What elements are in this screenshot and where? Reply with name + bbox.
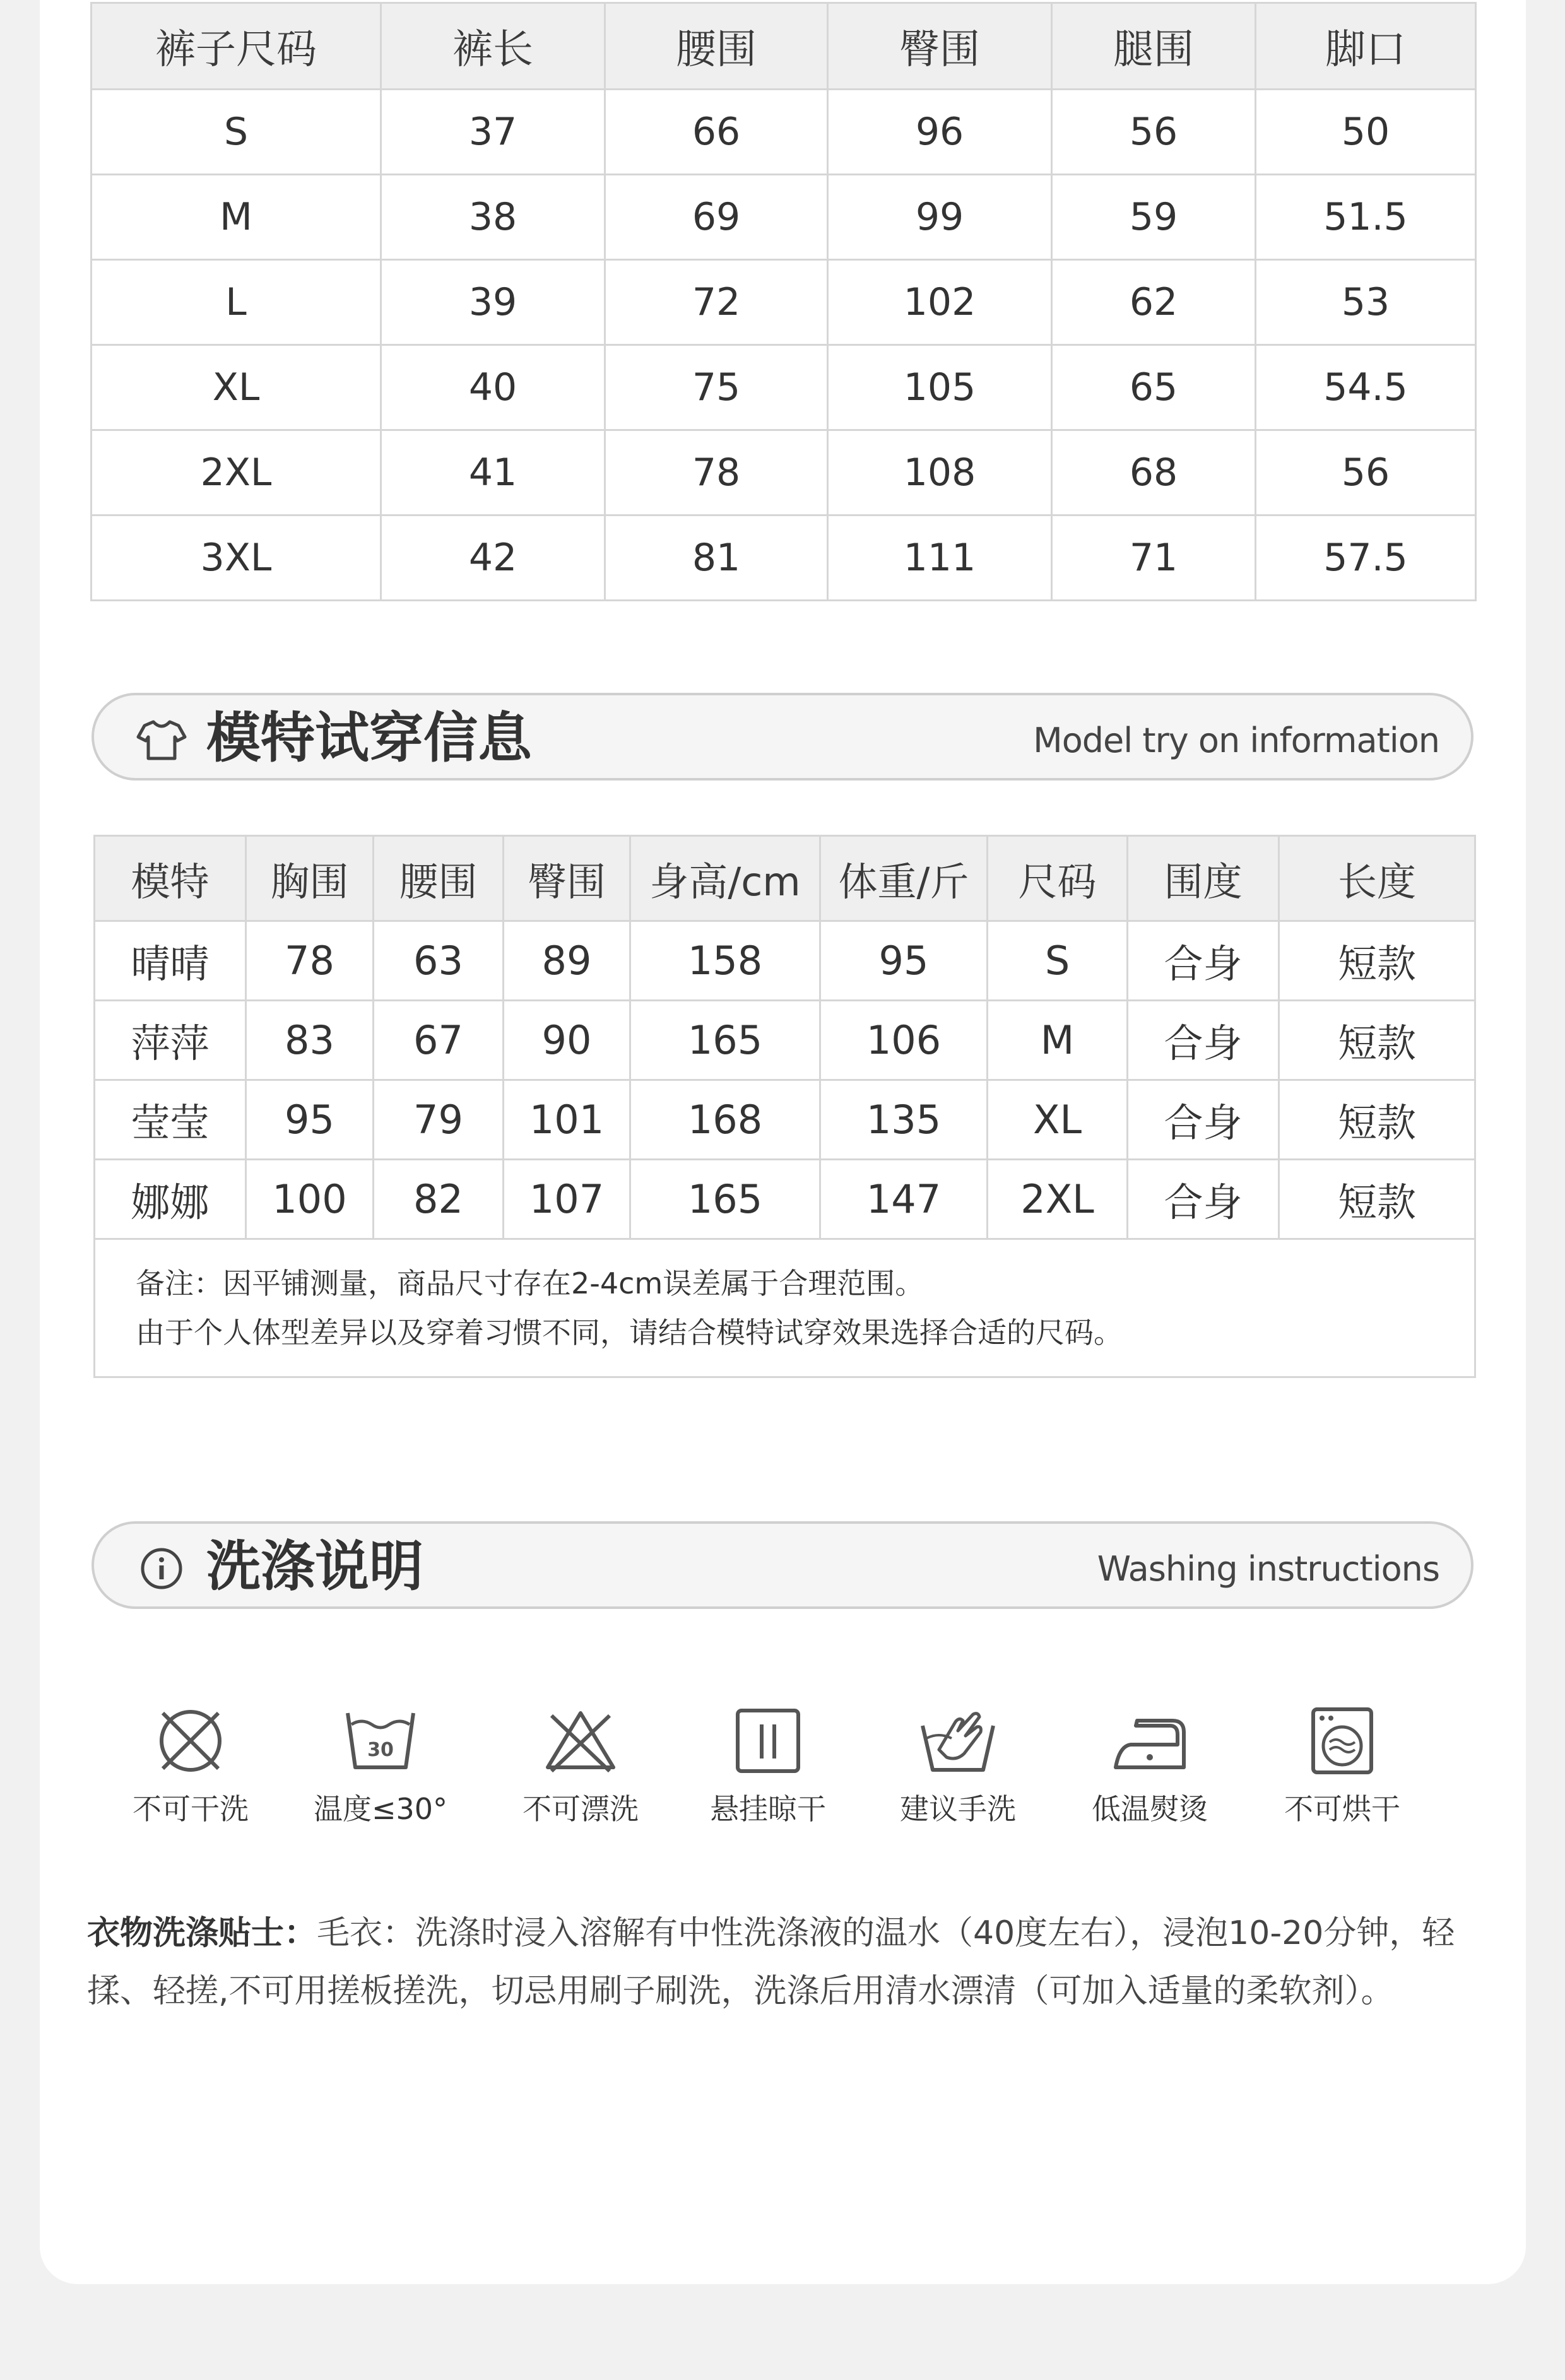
size-cell: XL <box>92 345 381 430</box>
size-table <box>90 2 1477 601</box>
size-cell: 71 <box>1052 515 1256 601</box>
size-cell: 81 <box>605 515 828 601</box>
model-cell: M <box>988 1001 1128 1080</box>
model-header-cell: 臀围 <box>504 836 630 921</box>
size-cell: 39 <box>381 260 605 345</box>
size-cell: 72 <box>605 260 828 345</box>
hand-wash-icon <box>920 1707 996 1775</box>
size-cell: 111 <box>828 515 1052 601</box>
model-header-cell: 体重/斤 <box>820 836 988 921</box>
model-header-cell: 模特 <box>95 836 246 921</box>
size-header-cell: 腰围 <box>605 3 828 90</box>
size-cell: 54.5 <box>1256 345 1476 430</box>
table-row <box>95 1080 1475 1160</box>
note-line: 备注：因平铺测量，商品尺寸存在2-4cm误差属于合理范围。 <box>136 1266 924 1300</box>
model-cell: 短款 <box>1279 1160 1475 1239</box>
model-cell: 萍萍 <box>95 1001 246 1080</box>
care-symbol <box>1077 1707 1222 1828</box>
size-cell: 41 <box>381 430 605 515</box>
size-cell: 108 <box>828 430 1052 515</box>
hang-dry-icon <box>730 1707 806 1775</box>
model-cell: 168 <box>630 1080 820 1160</box>
size-cell: 57.5 <box>1256 515 1476 601</box>
tips-title: 衣物洗涤贴士： <box>87 1914 317 1952</box>
model-section-title: 模特试穿信息 <box>206 707 532 770</box>
model-cell: 合身 <box>1128 1001 1279 1080</box>
model-cell: 89 <box>504 921 630 1001</box>
no-dry-clean-icon <box>153 1707 228 1775</box>
size-cell: 66 <box>605 90 828 175</box>
model-cell: 79 <box>374 1080 504 1160</box>
care-symbol <box>308 1707 453 1828</box>
model-cell: 83 <box>246 1001 374 1080</box>
low-iron-icon <box>1112 1707 1188 1775</box>
model-cell: 晴晴 <box>95 921 246 1001</box>
model-cell: 合身 <box>1128 921 1279 1001</box>
model-cell: 67 <box>374 1001 504 1080</box>
table-note <box>95 1239 1475 1377</box>
size-cell: 69 <box>605 175 828 260</box>
care-symbol <box>885 1707 1031 1828</box>
model-cell: 90 <box>504 1001 630 1080</box>
model-cell: 147 <box>820 1160 988 1239</box>
wash-section-banner <box>92 1521 1473 1609</box>
size-cell: 75 <box>605 345 828 430</box>
model-cell: 106 <box>820 1001 988 1080</box>
size-cell: 3XL <box>92 515 381 601</box>
care-symbol <box>695 1707 841 1828</box>
no-tumble-dry-icon <box>1304 1707 1380 1775</box>
size-cell: 37 <box>381 90 605 175</box>
table-row <box>95 1160 1475 1239</box>
size-cell: 53 <box>1256 260 1476 345</box>
model-cell: XL <box>988 1080 1128 1160</box>
tips-body: 毛衣：洗涤时浸入溶解有中性洗涤液的温水（40度左右），浸泡10-20分钟，轻揉、轻搓,不可用搓板搓洗，切忌用刷子刷洗，洗涤后用清水漂清（可加入适量的柔软剂）。 <box>87 1914 1455 2010</box>
model-cell: 95 <box>820 921 988 1001</box>
wash-temp-badge: 30 <box>367 1739 394 1761</box>
tshirt-icon <box>136 718 187 762</box>
model-cell: 短款 <box>1279 1001 1475 1080</box>
model-cell: 2XL <box>988 1160 1128 1239</box>
size-cell: 102 <box>828 260 1052 345</box>
model-cell: 78 <box>246 921 374 1001</box>
size-cell: 99 <box>828 175 1052 260</box>
size-cell: S <box>92 90 381 175</box>
size-cell: 50 <box>1256 90 1476 175</box>
washing-tips <box>87 1904 1507 2020</box>
size-cell: 65 <box>1052 345 1256 430</box>
model-cell: 165 <box>630 1001 820 1080</box>
table-row <box>92 90 1476 175</box>
note-row <box>95 1239 1475 1377</box>
size-header-cell: 脚口 <box>1256 3 1476 90</box>
size-header-cell: 臀围 <box>828 3 1052 90</box>
size-cell: 96 <box>828 90 1052 175</box>
model-table <box>93 835 1476 1378</box>
model-header-cell: 围度 <box>1128 836 1279 921</box>
model-header-cell: 腰围 <box>374 836 504 921</box>
size-cell: 51.5 <box>1256 175 1476 260</box>
table-row <box>92 260 1476 345</box>
care-symbol <box>1270 1707 1415 1828</box>
model-cell: 短款 <box>1279 921 1475 1001</box>
model-cell: 107 <box>504 1160 630 1239</box>
size-cell: 105 <box>828 345 1052 430</box>
model-header-cell: 身高/cm <box>630 836 820 921</box>
model-cell: 100 <box>246 1160 374 1239</box>
table-row <box>92 175 1476 260</box>
wash-30-icon <box>343 1707 418 1775</box>
model-cell: 63 <box>374 921 504 1001</box>
size-cell: 56 <box>1256 430 1476 515</box>
care-symbol <box>118 1707 263 1828</box>
model-cell: 合身 <box>1128 1080 1279 1160</box>
care-label: 不可漂洗 <box>523 1792 639 1826</box>
size-cell: 56 <box>1052 90 1256 175</box>
model-header-cell: 胸围 <box>246 836 374 921</box>
table-row <box>92 430 1476 515</box>
size-table-header <box>92 3 1476 90</box>
table-row <box>95 1001 1475 1080</box>
size-header-cell: 腿围 <box>1052 3 1256 90</box>
size-cell: 40 <box>381 345 605 430</box>
model-cell: 95 <box>246 1080 374 1160</box>
size-cell: 62 <box>1052 260 1256 345</box>
size-cell: M <box>92 175 381 260</box>
model-cell: 135 <box>820 1080 988 1160</box>
care-symbol <box>508 1707 653 1828</box>
no-bleach-icon <box>543 1707 618 1775</box>
model-cell: 娜娜 <box>95 1160 246 1239</box>
care-label: 悬挂晾干 <box>710 1792 826 1826</box>
model-header-cell: 长度 <box>1279 836 1475 921</box>
size-cell: 42 <box>381 515 605 601</box>
model-cell: 101 <box>504 1080 630 1160</box>
size-cell: 38 <box>381 175 605 260</box>
size-cell: L <box>92 260 381 345</box>
note-line: 由于个人体型差异以及穿着习惯不同，请结合模特试穿效果选择合适的尺码。 <box>136 1316 1123 1350</box>
wash-section-subtitle: Washing instructions <box>1097 1549 1439 1589</box>
care-label: 温度≤30° <box>313 1792 448 1826</box>
care-label: 建议手洗 <box>900 1792 1016 1826</box>
model-cell: 158 <box>630 921 820 1001</box>
model-table-header <box>95 836 1475 921</box>
size-header-cell: 裤长 <box>381 3 605 90</box>
model-cell: 合身 <box>1128 1160 1279 1239</box>
table-row <box>92 515 1476 601</box>
table-row <box>95 921 1475 1001</box>
model-cell: 165 <box>630 1160 820 1239</box>
size-cell: 68 <box>1052 430 1256 515</box>
size-cell: 2XL <box>92 430 381 515</box>
wash-section-title: 洗涤说明 <box>206 1535 423 1598</box>
size-cell: 78 <box>605 430 828 515</box>
size-cell: 59 <box>1052 175 1256 260</box>
model-section-banner <box>92 693 1473 781</box>
table-row <box>92 345 1476 430</box>
model-cell: 82 <box>374 1160 504 1239</box>
model-cell: 莹莹 <box>95 1080 246 1160</box>
model-cell: 短款 <box>1279 1080 1475 1160</box>
model-section-subtitle: Model try on information <box>1033 721 1439 760</box>
care-label: 不可烘干 <box>1284 1792 1400 1826</box>
model-header-cell: 尺码 <box>988 836 1128 921</box>
care-label: 不可干洗 <box>133 1792 249 1826</box>
size-header-cell: 裤子尺码 <box>92 3 381 90</box>
care-label: 低温熨烫 <box>1092 1792 1208 1826</box>
model-cell: S <box>988 921 1128 1001</box>
info-icon <box>136 1546 187 1591</box>
